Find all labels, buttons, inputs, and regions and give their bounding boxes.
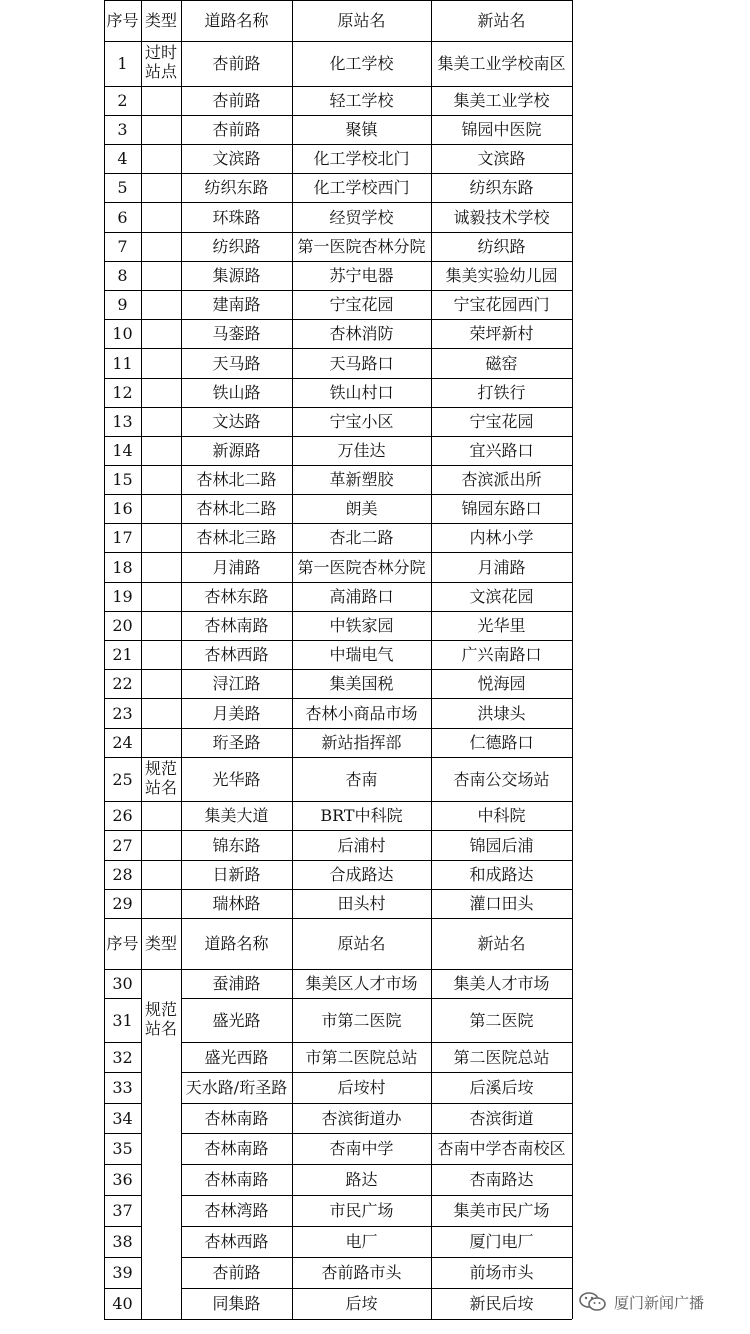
new-station-name: 厦门电厂: [469, 1232, 534, 1251]
new-station-name: 悦海园: [477, 674, 526, 693]
road-name: 杏林北三路: [196, 528, 277, 547]
old-station-name: 市第二医院: [321, 1010, 402, 1030]
road-name: 铁山路: [212, 383, 261, 402]
road-name: 杏林湾路: [204, 1201, 269, 1220]
road-name: 集源路: [212, 266, 261, 285]
new-station-name: 光华里: [477, 616, 526, 635]
row-number: 14: [112, 441, 133, 460]
old-station-name: 合成路达: [329, 865, 394, 884]
row-number: 1: [117, 54, 128, 73]
new-station-name: 集美人才市场: [453, 974, 550, 993]
road-name: 杏林南路: [204, 1139, 269, 1158]
row-number: 26: [112, 806, 133, 825]
road-name: 浔江路: [212, 674, 261, 693]
new-station-name: 前场市头: [469, 1263, 534, 1282]
old-station-name: 后浦村: [337, 835, 386, 855]
old-station-name: BRT中科院: [320, 806, 403, 825]
road-name: 珩圣路: [212, 733, 261, 752]
header-cell: 类型: [144, 934, 177, 953]
new-station-name: 杏南公交场站: [453, 769, 550, 789]
old-station-name: 天马路口: [329, 353, 394, 373]
row-number: 12: [112, 383, 133, 402]
new-station-name: 后溪后垵: [469, 1078, 534, 1097]
old-station-name: 化工学校: [329, 54, 394, 73]
old-station-name: 铁山村口: [329, 383, 394, 402]
old-station-name: 杏林小商品市场: [305, 703, 418, 723]
new-station-name: 杏南中学杏南校区: [437, 1139, 566, 1158]
old-station-name: 路达: [345, 1170, 378, 1189]
header-cell: 新站名: [477, 934, 526, 953]
old-station-name: 中铁家园: [329, 616, 394, 635]
road-name: 瑞林路: [212, 894, 261, 913]
road-name: 文滨路: [212, 149, 261, 168]
row-number: 19: [112, 587, 133, 606]
new-station-name: 第二医院总站: [453, 1047, 550, 1067]
row-number: 16: [112, 499, 133, 518]
row-number: 2: [117, 91, 128, 110]
row-number: 5: [117, 178, 128, 197]
header-cell: 新站名: [477, 11, 526, 30]
road-name: 同集路: [212, 1294, 261, 1313]
row-number: 3: [117, 120, 128, 139]
new-station-name: 广兴南路口: [461, 645, 542, 664]
road-name: 杏前路: [212, 54, 261, 73]
new-station-name: 洪埭头: [477, 703, 526, 723]
old-station-name: 轻工学校: [329, 91, 394, 110]
row-number: 38: [112, 1232, 133, 1251]
old-station-name: 苏宁电器: [329, 266, 394, 285]
header-cell: 道路名称: [204, 11, 269, 30]
new-station-name: 锦园后浦: [469, 835, 534, 855]
road-name: 杏前路: [212, 1263, 261, 1282]
new-station-name: 杏滨派出所: [461, 470, 542, 489]
row-number: 7: [117, 237, 128, 256]
row-number: 11: [112, 353, 133, 373]
old-station-name: 杏南: [345, 769, 378, 789]
road-name: 杏林西路: [204, 645, 269, 664]
new-station-name: 第二医院: [469, 1010, 534, 1030]
road-name: 蚕浦路: [212, 974, 261, 993]
header-cell: 原站名: [337, 11, 386, 30]
row-number: 8: [117, 266, 128, 285]
row-number: 33: [112, 1078, 133, 1097]
old-station-name: 杏林消防: [329, 324, 394, 343]
watermark: [578, 1284, 746, 1320]
old-station-name: 杏北二路: [329, 528, 394, 547]
new-station-name: 集美工业学校: [453, 91, 550, 110]
row-number: 22: [112, 674, 133, 693]
old-station-name: 第一医院杏林分院: [297, 237, 426, 256]
road-name: 杏林南路: [204, 1108, 269, 1128]
road-name: 纺织路: [212, 237, 261, 256]
header-cell: 序号: [106, 934, 139, 953]
new-station-name: 宁宝花园: [469, 412, 534, 431]
row-number: 35: [112, 1139, 133, 1158]
road-name: 日新路: [212, 865, 261, 884]
road-name: 马銮路: [212, 324, 261, 343]
road-name: 光华路: [212, 769, 261, 789]
new-station-name: 杏滨街道: [469, 1108, 534, 1128]
row-number: 34: [112, 1108, 133, 1128]
row-number: 20: [112, 616, 133, 635]
new-station-name: 诚毅技术学校: [453, 207, 550, 227]
old-station-name: 市民广场: [329, 1201, 394, 1220]
road-name: 杏林东路: [204, 587, 269, 606]
road-name: 锦东路: [212, 835, 261, 855]
old-station-name: 万佳达: [337, 441, 386, 460]
old-station-name: 电厂: [345, 1232, 378, 1251]
row-number: 27: [112, 835, 133, 855]
new-station-name: 锦园中医院: [461, 120, 542, 139]
old-station-name: 集美区人才市场: [305, 974, 418, 993]
road-name: 杏林北二路: [196, 470, 277, 489]
row-number: 6: [117, 207, 128, 227]
new-station-name: 月浦路: [477, 557, 526, 577]
old-station-name: 经贸学校: [329, 207, 394, 227]
type-label: 规范站名: [144, 759, 177, 797]
road-name: 杏林西路: [204, 1232, 269, 1251]
road-name: 杏前路: [212, 91, 261, 110]
row-number: 32: [112, 1047, 133, 1067]
road-name: 盛光西路: [204, 1047, 269, 1067]
road-name: 月美路: [212, 703, 261, 723]
new-station-name: 荣坪新村: [469, 324, 534, 343]
road-name: 杏前路: [212, 120, 261, 139]
old-station-name: 化工学校西门: [313, 178, 410, 197]
old-station-name: 第一医院杏林分院: [297, 557, 426, 577]
new-station-name: 宜兴路口: [469, 441, 534, 460]
new-station-name: 磁窑: [485, 353, 518, 373]
new-station-name: 宁宝花园西门: [453, 295, 550, 314]
old-station-name: 高浦路口: [329, 587, 394, 606]
new-station-name: 文滨路: [477, 149, 526, 168]
new-station-name: 纺织路: [477, 237, 526, 256]
type-label: 规范站名: [144, 1000, 177, 1038]
new-station-name: 集美市民广场: [453, 1201, 550, 1220]
row-number: 4: [117, 149, 128, 168]
new-station-name: 灌口田头: [469, 894, 534, 913]
road-name: 文达路: [212, 412, 261, 431]
old-station-name: 宁宝花园: [329, 295, 394, 314]
new-station-name: 打铁行: [477, 383, 526, 402]
road-name: 天马路: [212, 353, 261, 373]
old-station-name: 后垵: [345, 1294, 378, 1313]
road-name: 新源路: [212, 441, 261, 460]
row-number: 17: [112, 528, 133, 547]
old-station-name: 杏滨街道办: [321, 1108, 402, 1128]
new-station-name: 集美工业学校南区: [437, 54, 566, 73]
old-station-name: 杏前路市头: [321, 1263, 402, 1282]
old-station-name: 市第二医院总站: [305, 1047, 418, 1067]
road-name: 杏林南路: [204, 616, 269, 635]
row-number: 37: [112, 1201, 133, 1220]
old-station-name: 集美国税: [329, 674, 394, 693]
road-name: 盛光路: [212, 1010, 261, 1030]
old-station-name: 杏南中学: [329, 1139, 394, 1158]
watermark-text: 厦门新闻广播: [614, 1293, 705, 1312]
road-name: 环珠路: [212, 207, 261, 227]
old-station-name: 革新塑胶: [329, 470, 394, 489]
old-station-name: 新站指挥部: [321, 733, 402, 752]
row-number: 10: [112, 324, 133, 343]
row-number: 24: [112, 733, 133, 752]
header-cell: 道路名称: [204, 934, 269, 953]
new-station-name: 内林小学: [469, 528, 534, 547]
row-number: 9: [117, 295, 128, 314]
road-name: 杏林北二路: [196, 499, 277, 518]
row-number: 30: [112, 974, 133, 993]
new-station-name: 杏南路达: [469, 1170, 534, 1189]
new-station-name: 和成路达: [469, 865, 534, 884]
new-station-name: 仁德路口: [469, 733, 534, 752]
road-name: 纺织东路: [204, 178, 269, 197]
road-name: 杏林南路: [204, 1170, 269, 1189]
old-station-name: 中瑞电气: [329, 645, 394, 664]
old-station-name: 朗美: [345, 499, 378, 518]
row-number: 39: [112, 1263, 133, 1282]
row-number: 23: [112, 703, 133, 723]
new-station-name: 文滨花园: [469, 587, 534, 606]
row-number: 13: [112, 412, 133, 431]
road-name: 月浦路: [212, 557, 261, 577]
header-cell: 原站名: [337, 934, 386, 953]
old-station-name: 聚镇: [345, 120, 378, 139]
old-station-name: 后垵村: [337, 1078, 386, 1097]
row-number: 28: [112, 865, 133, 884]
wechat-icon: [578, 1290, 608, 1314]
row-number: 18: [112, 557, 133, 577]
road-name: 建南路: [212, 295, 261, 314]
row-number: 40: [112, 1294, 133, 1313]
type-label: 过时站点: [144, 43, 177, 81]
new-station-name: 锦园东路口: [461, 499, 542, 518]
row-number: 29: [112, 894, 133, 913]
old-station-name: 化工学校北门: [313, 149, 410, 168]
row-number: 15: [112, 470, 133, 489]
row-number: 21: [112, 645, 133, 664]
row-number: 25: [112, 769, 133, 789]
row-number: 36: [112, 1170, 133, 1189]
road-name: 集美大道: [204, 806, 269, 825]
new-station-name: 集美实验幼儿园: [445, 266, 558, 285]
new-station-name: 新民后垵: [469, 1294, 534, 1313]
row-number: 31: [112, 1010, 133, 1030]
old-station-name: 田头村: [337, 894, 386, 913]
header-cell: 类型: [144, 11, 177, 30]
header-cell: 序号: [106, 11, 139, 30]
road-name: 天水路/珩圣路: [185, 1078, 288, 1097]
old-station-name: 宁宝小区: [329, 412, 394, 431]
new-station-name: 纺织东路: [469, 178, 534, 197]
new-station-name: 中科院: [477, 806, 526, 825]
